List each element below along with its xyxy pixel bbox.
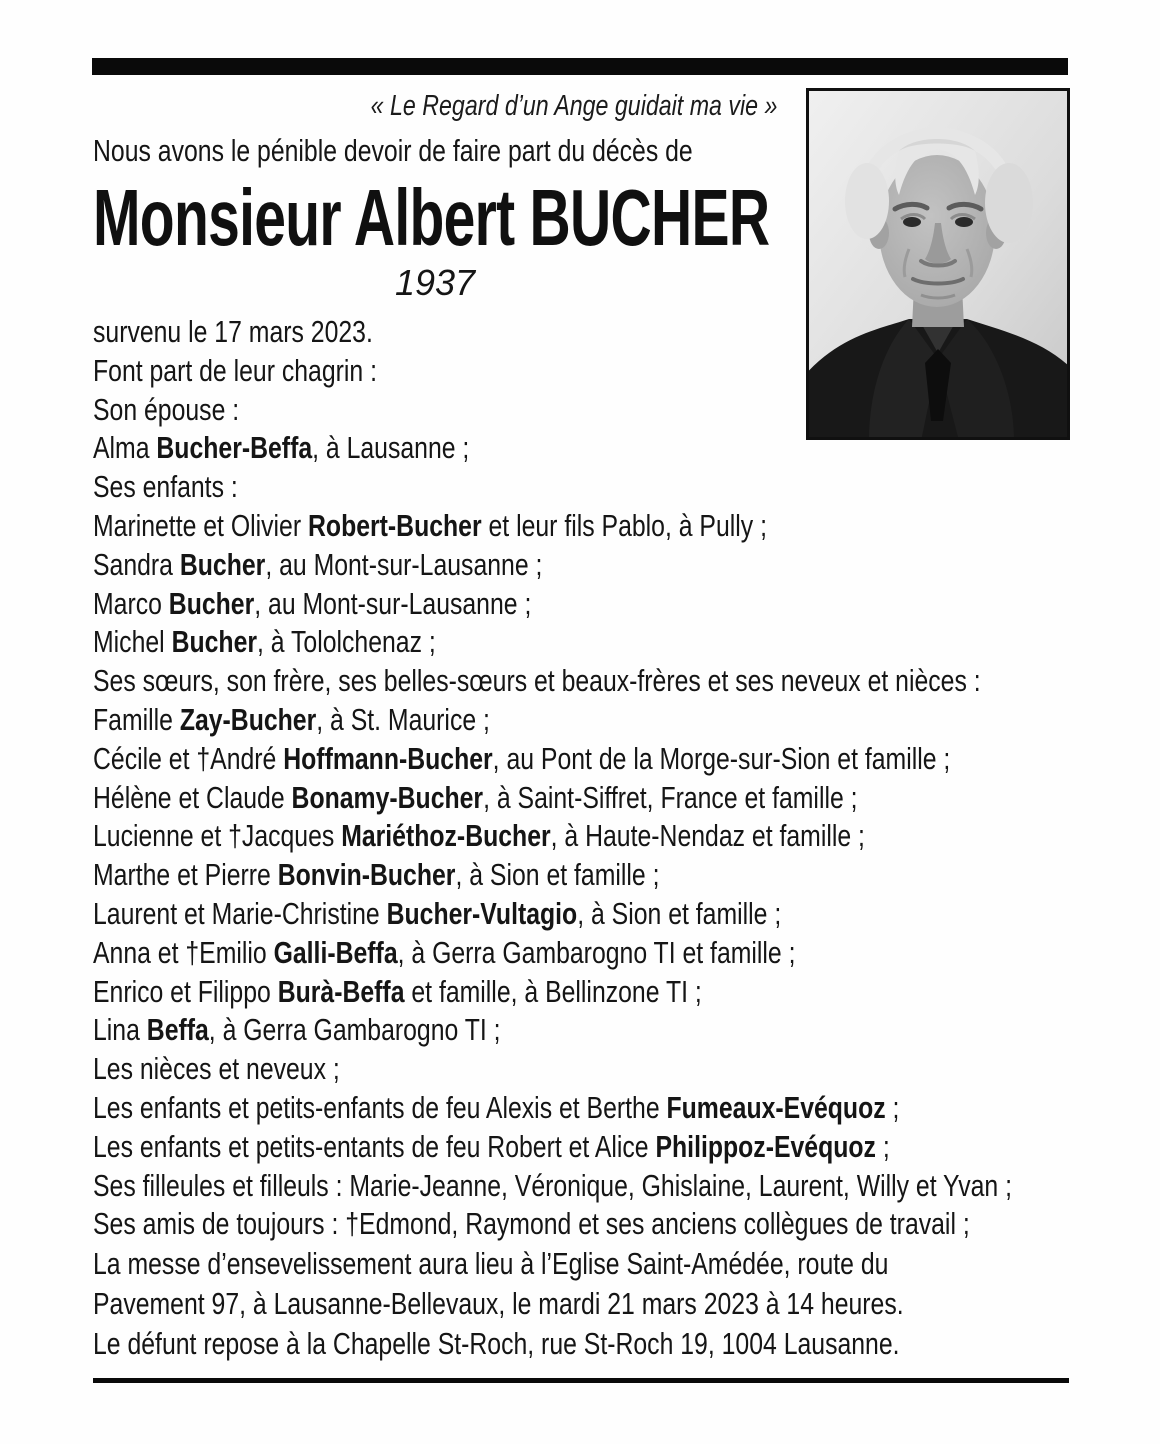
family-name-bold: Philippoz-Evéquoz [655,1128,876,1164]
intro-line [93,131,777,171]
family-line [93,895,1160,934]
portrait-photo [806,88,1070,440]
closing-section [93,1244,1160,1364]
family-line-text [93,391,239,430]
family-name-bold: Zay-Bucher [179,701,317,737]
family-line [93,1167,1160,1206]
family-line-text [93,779,858,818]
family-line-segment: Ses filleules et filleuls : Marie-Jeanne, Véronique, Ghislaine, Laurent, Willy et Yvan ; [93,1167,1012,1203]
family-name-bold: Robert-Bucher [308,507,482,543]
family-line-segment: Les enfants et petits-enfants de feu Alexis et Berthe [93,1089,667,1125]
family-line-segment: Laurent et Marie-Christine [93,895,387,931]
family-line-text [93,740,950,779]
family-line [93,507,1160,546]
birth-year: 1937 [394,262,476,303]
family-name-bold: Mariéthoz-Bucher [341,818,551,854]
family-line-text [93,1167,1012,1206]
bottom-divider-rule [93,1378,1069,1383]
closing-line-text: Pavement 97, à Lausanne-Bellevaux, le mardi 21 mars 2023 à 14 heures. [93,1286,904,1322]
closing-line [93,1324,1160,1364]
family-line-segment: Les nièces et neveux ; [93,1051,340,1087]
deceased-name [93,173,777,262]
family-line-segment: et leur fils Pablo, à Pully ; [481,507,767,543]
family-line-segment: , à Lausanne ; [312,430,470,466]
family-line-segment: Famille [93,701,180,737]
closing-line-text: La messe d’ensevelissement aura lieu à l’Eglise Saint-Amédée, route du [93,1246,889,1282]
family-line [93,585,1160,624]
top-divider-bar [92,58,1068,75]
family-line-segment: , à Gerra Gambarogno TI ; [208,1012,501,1048]
family-line-text [93,895,781,934]
family-line-segment: Les enfants et petits-entants de feu Robert et Alice [93,1128,656,1164]
family-line-segment: Sandra [93,546,180,582]
family-name-bold: Beffa [146,1012,209,1048]
family-line [93,1011,1160,1050]
family-name-bold: Hoffmann-Bucher [283,740,493,776]
family-line-text [93,507,767,546]
funeral-mass-paragraph [93,1244,1160,1324]
family-line-segment: , à Gerra Gambarogno TI et famille ; [397,934,796,970]
intro-line-text: Nous avons le pénible devoir de faire part du décès de [93,133,693,168]
family-line [93,856,1160,895]
family-line-segment: Alma [93,430,157,466]
deceased-name-text: Monsieur Albert BUCHER [93,173,770,262]
family-line-segment: , au Mont-sur-Lausanne ; [254,585,532,621]
family-line [93,701,1160,740]
family-line-segment: Font part de leur chagrin : [93,352,377,388]
family-line-text [93,934,796,973]
family-line [93,817,1160,856]
family-line-segment: , au Mont-sur-Lausanne ; [265,546,543,582]
family-line-segment: , à Saint-Siffret, France et famille ; [483,779,858,815]
family-line-text [93,1205,970,1244]
repose-paragraph [93,1324,1160,1364]
family-line-segment: , à Tololchenaz ; [257,624,436,660]
portrait-illustration [809,91,1067,437]
closing-line-text: Le défunt repose à la Chapelle St-Roch, rue St-Roch 19, 1004 Lausanne. [93,1326,900,1362]
family-line-segment: Marco [93,585,169,621]
family-line-segment: , à Sion et famille ; [455,857,660,893]
family-line-segment: Marthe et Pierre [93,857,278,893]
family-line [93,740,1160,779]
family-name-bold: Bonamy-Bucher [291,779,484,815]
family-line-segment: , à Sion et famille ; [577,895,782,931]
family-name-bold: Bucher [168,585,255,621]
family-line-text [93,1011,501,1050]
family-line-text [93,352,377,391]
family-line [93,468,1160,507]
family-line-text [93,585,531,624]
closing-line [93,1284,1160,1324]
family-line [93,546,1160,585]
family-lines [93,313,1160,1244]
family-line [93,779,1160,818]
family-line-text [93,1128,890,1167]
memorial-quote [93,88,777,124]
family-line-segment: , à St. Maurice ; [316,701,490,737]
family-line-text [93,546,542,585]
family-line-segment: Lucienne et †Jacques [93,818,342,854]
family-line-segment: Son épouse : [93,391,240,427]
family-line-text [93,313,373,352]
header-column [93,88,777,304]
family-line-text [93,701,490,740]
family-line [93,1205,1160,1244]
family-line [93,973,1160,1012]
family-line [93,1089,1160,1128]
family-line-segment: Ses enfants : [93,469,238,505]
family-line-segment: Ses amis de toujours : †Edmond, Raymond et ses anciens collègues de travail ; [93,1206,970,1242]
family-line-segment: Ses sœurs, son frère, ses belles-sœurs et beaux-frères et ses neveux et nièces : [93,663,981,699]
family-line-text [93,1050,340,1089]
memorial-quote-text: « Le Regard d’un Ange guidait ma vie » [370,90,777,122]
family-line-segment: , au Pont de la Morge-sur-Sion et famille ; [492,740,951,776]
family-line [93,1128,1160,1167]
family-name-bold: Burà-Beffa [277,973,405,1009]
family-line-text [93,1089,899,1128]
family-line-segment: ; [885,1089,900,1125]
family-line-text [93,662,981,701]
family-name-bold: Fumeaux-Evéquoz [666,1089,886,1125]
family-line-text [93,817,865,856]
family-line [93,934,1160,973]
family-line-text [93,623,436,662]
family-line [93,623,1160,662]
family-line-text [93,856,659,895]
family-name-bold: Galli-Beffa [273,934,398,970]
family-name-bold: Bucher-Vultagio [386,895,578,931]
family-line-segment: Lina [93,1012,147,1048]
family-line [93,1050,1160,1089]
family-name-bold: Bucher-Beffa [156,430,313,466]
family-line-segment: Hélène et Claude [93,779,292,815]
family-line-segment: Cécile et †André [93,740,284,776]
family-line-segment: ; [875,1128,890,1164]
family-line-text [93,429,469,468]
family-line-segment: , à Haute-Nendaz et famille ; [550,818,865,854]
family-line-segment: et famille, à Bellinzone TI ; [404,973,702,1009]
family-line-segment: Marinette et Olivier [93,507,309,543]
family-name-bold: Bucher [179,546,266,582]
family-name-bold: Bucher [171,624,258,660]
family-line-text [93,973,702,1012]
family-line-segment: Enrico et Filippo [93,973,278,1009]
family-line-segment: Michel [93,624,172,660]
family-line-text [93,468,238,507]
closing-line [93,1244,1160,1284]
family-line [93,662,1160,701]
family-line-segment: survenu le 17 mars 2023. [93,314,373,349]
family-name-bold: Bonvin-Bucher [277,857,456,893]
family-line-segment: Anna et †Emilio [93,934,274,970]
